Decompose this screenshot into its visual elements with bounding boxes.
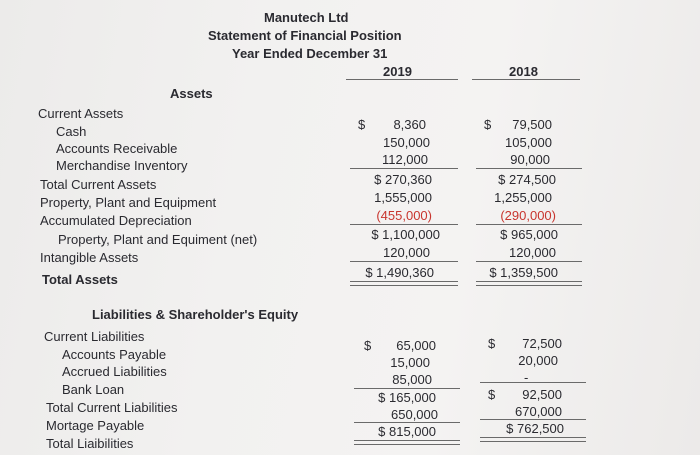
payable-2019: 65,000 <box>396 338 436 353</box>
total-liabilities-label: Total Liaibilities <box>46 436 134 451</box>
intangible-assets-2019: 120,000 <box>383 245 430 260</box>
ppe-label: Property, Plant and Equipment <box>40 195 217 210</box>
total-current-liabilities-label: Total Current Liabilities <box>46 400 178 415</box>
cash-2018: 79,500 <box>512 117 552 132</box>
double-rule-2019-assets <box>350 281 458 286</box>
total-assets-2018: $ 1,359,500 <box>489 265 558 280</box>
rule-2019-a <box>350 168 458 169</box>
intangible-assets-2018: 120,000 <box>509 245 556 260</box>
cash-2018-dollar: $ <box>484 117 492 132</box>
rule-2018-b <box>476 224 582 225</box>
accumulated-depreciation-2019: (455,000) <box>376 208 432 223</box>
ppe-net-label: Property, Plant and Equiment (net) <box>58 232 258 247</box>
bank-loan-2018: - <box>524 370 529 385</box>
ppe-2019: 1,555,000 <box>374 190 432 205</box>
accounts-payable-label: Accounts Payable <box>62 347 167 362</box>
payable-2018-dollar: $ <box>488 336 496 351</box>
total-current-assets-2018: $ 274,500 <box>498 172 556 187</box>
payable-2018: 72,500 <box>522 336 562 351</box>
total-liabilities-2018: $ 762,500 <box>506 421 564 436</box>
total-current-liabilities-2018: 92,500 <box>522 387 562 402</box>
bank-loan-label: Bank Loan <box>62 382 125 397</box>
intangible-assets-label: Intangible Assets <box>40 250 139 265</box>
total-current-assets-label: Total Current Assets <box>40 177 157 192</box>
rule-2019-e <box>354 422 460 423</box>
cash-label: Cash <box>56 124 87 139</box>
double-rule-2018-liabilities <box>480 437 586 442</box>
accumulated-depreciation-label: Accumulated Depreciation <box>40 213 192 228</box>
liabilities-title: Liabilities & Shareholder's Equity <box>92 307 299 322</box>
ppe-2018: 1,255,000 <box>494 190 552 205</box>
accrued-2018: 20,000 <box>518 353 558 368</box>
total-current-liabilities-2019: $ 165,000 <box>378 390 436 405</box>
current-liabilities-label: Current Liabilities <box>44 329 145 344</box>
merchandise-inventory-label: Merchandise Inventory <box>56 158 188 173</box>
total-assets-label: Total Assets <box>42 272 118 287</box>
ppe-net-2018: $ 965,000 <box>500 227 558 242</box>
payable-2019-dollar: $ <box>364 338 372 353</box>
total-current-liabilities-2018-dollar: $ <box>488 387 496 402</box>
receivable-2019: 150,000 <box>383 135 430 150</box>
rule-2018-d <box>480 382 586 383</box>
total-current-assets-2019: $ 270,360 <box>374 172 432 187</box>
current-assets-label: Current Assets <box>38 106 124 121</box>
inventory-2018: 90,000 <box>510 152 550 167</box>
rule-2018-a <box>476 168 582 169</box>
cash-2019: 8,360 <box>393 117 426 132</box>
double-rule-2018-assets <box>476 281 582 286</box>
total-assets-2019: $ 1,490,360 <box>365 265 434 280</box>
statement-title: Statement of Financial Position <box>208 28 402 43</box>
bank-loan-2019: 85,000 <box>392 372 432 387</box>
rule-2018-c <box>476 261 582 262</box>
accumulated-depreciation-2018: (290,000) <box>500 208 556 223</box>
accrued-2019: 15,000 <box>390 355 430 370</box>
header-rule-2018 <box>472 79 580 80</box>
cash-2019-dollar: $ <box>358 117 366 132</box>
column-header-2019: 2019 <box>383 64 412 79</box>
double-rule-2019-liabilities <box>354 440 460 445</box>
mortgage-2019: 650,000 <box>391 407 438 422</box>
statement-period: Year Ended December 31 <box>232 46 388 61</box>
rule-2019-c <box>350 261 458 262</box>
mortgage-2018: 670,000 <box>515 404 562 419</box>
rule-2019-d <box>354 388 460 389</box>
accrued-liabilities-label: Accrued Liabilities <box>62 364 167 379</box>
assets-title: Assets <box>170 86 213 101</box>
accounts-receivable-label: Accounts Receivable <box>56 141 178 156</box>
rule-2018-e <box>480 419 586 420</box>
receivable-2018: 105,000 <box>505 135 552 150</box>
header-rule-2019 <box>346 79 458 80</box>
company-name: Manutech Ltd <box>264 10 349 25</box>
column-header-2018: 2018 <box>509 64 538 79</box>
mortgage-payable-label: Mortage Payable <box>46 418 145 433</box>
rule-2019-b <box>350 224 458 225</box>
inventory-2019: 112,000 <box>381 152 428 167</box>
ppe-net-2019: $ 1,100,000 <box>371 227 440 242</box>
total-liabilities-2019: $ 815,000 <box>378 424 436 439</box>
